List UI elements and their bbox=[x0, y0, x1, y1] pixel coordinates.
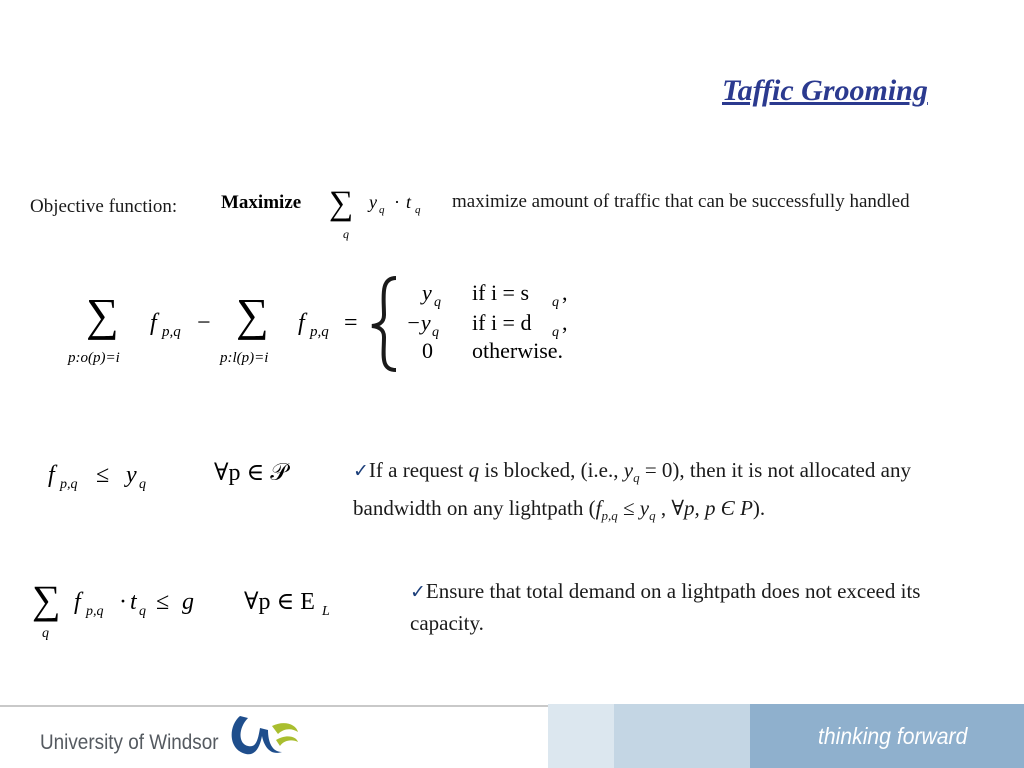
case1-value-sub: q bbox=[434, 295, 441, 310]
case2-value-sub: q bbox=[432, 325, 439, 340]
sum1-symbol: ∑ bbox=[86, 289, 119, 340]
case2-value: −y bbox=[406, 310, 431, 335]
term-y-sub: q bbox=[379, 204, 385, 216]
checkmark-icon: ✓ bbox=[410, 581, 426, 603]
sum1-index: p:o(p)=i bbox=[68, 350, 120, 366]
case2-condition: if i = d bbox=[472, 310, 532, 335]
slide-title: Taffic Grooming bbox=[722, 74, 928, 107]
objective-description: maximize amount of traffic that can be successfully handled bbox=[452, 191, 910, 212]
c2-rel: ≤ bbox=[156, 589, 170, 615]
cases-brace bbox=[372, 278, 396, 370]
flow-conservation-equation bbox=[66, 270, 596, 380]
c2-t-sub: q bbox=[139, 604, 146, 619]
c2-forall: ∀p ∈ E bbox=[244, 589, 315, 615]
c2-t: t bbox=[130, 589, 137, 615]
f2-sub: p,q bbox=[310, 324, 329, 340]
c2-g: g bbox=[182, 589, 194, 615]
term-y: y bbox=[369, 192, 377, 212]
c2-forall-sub: L bbox=[322, 604, 330, 619]
case2-trail: , bbox=[562, 310, 568, 335]
c1-rel: ≤ bbox=[96, 462, 110, 488]
sum-symbol: ∑ bbox=[329, 185, 354, 222]
objective-formula bbox=[221, 184, 453, 244]
constraint1-formula bbox=[46, 452, 316, 498]
case1-cond-sub: q bbox=[552, 295, 559, 310]
c1-f-sub: p,q bbox=[60, 477, 78, 492]
constraint2-explanation: ✓Ensure that total demand on a lightpath does not exceed its capacity. bbox=[410, 579, 921, 635]
minus-op: − bbox=[197, 310, 211, 336]
maximize-keyword: Maximize bbox=[221, 192, 302, 213]
equals-op: = bbox=[344, 310, 358, 336]
constraint2-formula bbox=[30, 575, 350, 645]
case1-trail: , bbox=[562, 280, 568, 305]
band-segment-mid bbox=[614, 704, 750, 768]
c1-y: y bbox=[126, 462, 137, 488]
c2-sum-index: q bbox=[42, 626, 49, 641]
sum2-index: p:l(p)=i bbox=[220, 350, 269, 366]
term-t: t bbox=[406, 192, 412, 212]
band-segment-light bbox=[548, 704, 614, 768]
university-name: University of Windsor bbox=[40, 731, 219, 754]
c2-sum-symbol: ∑ bbox=[32, 577, 61, 622]
f1-sub: p,q bbox=[162, 324, 181, 340]
case1-value: y bbox=[422, 280, 432, 305]
case1-condition: if i = s bbox=[472, 280, 530, 305]
c1-forall: ∀p ∈ 𝒫 bbox=[214, 460, 288, 486]
case3-condition: otherwise. bbox=[472, 338, 564, 363]
f2: f bbox=[298, 310, 305, 336]
checkmark-icon: ✓ bbox=[353, 460, 369, 482]
f1: f bbox=[150, 310, 157, 336]
constraint1-explanation: ✓If a request q is blocked, (i.e., $y_q = 0$), then it is not allocated any bandwidth on any lightpath ($f_{p,q} \le y_q$ , ∀p, p Є P). bbox=[353, 458, 911, 524]
case3-value: 0 bbox=[422, 338, 433, 363]
windsor-logo-icon bbox=[226, 712, 300, 760]
sum2-symbol: ∑ bbox=[236, 289, 269, 340]
c1-f: f bbox=[48, 462, 55, 488]
objective-label: Objective function: bbox=[30, 196, 178, 217]
case2-cond-sub: q bbox=[552, 325, 559, 340]
term-t-sub: q bbox=[415, 204, 421, 216]
sum-index: q bbox=[343, 227, 349, 241]
dot-op: · bbox=[394, 192, 400, 212]
c1-y-sub: q bbox=[139, 477, 146, 492]
c2-f-sub: p,q bbox=[86, 604, 104, 619]
c2-f: f bbox=[74, 589, 81, 615]
footer-tagline: thinking forward bbox=[818, 723, 968, 749]
c2-dot: · bbox=[119, 589, 127, 615]
